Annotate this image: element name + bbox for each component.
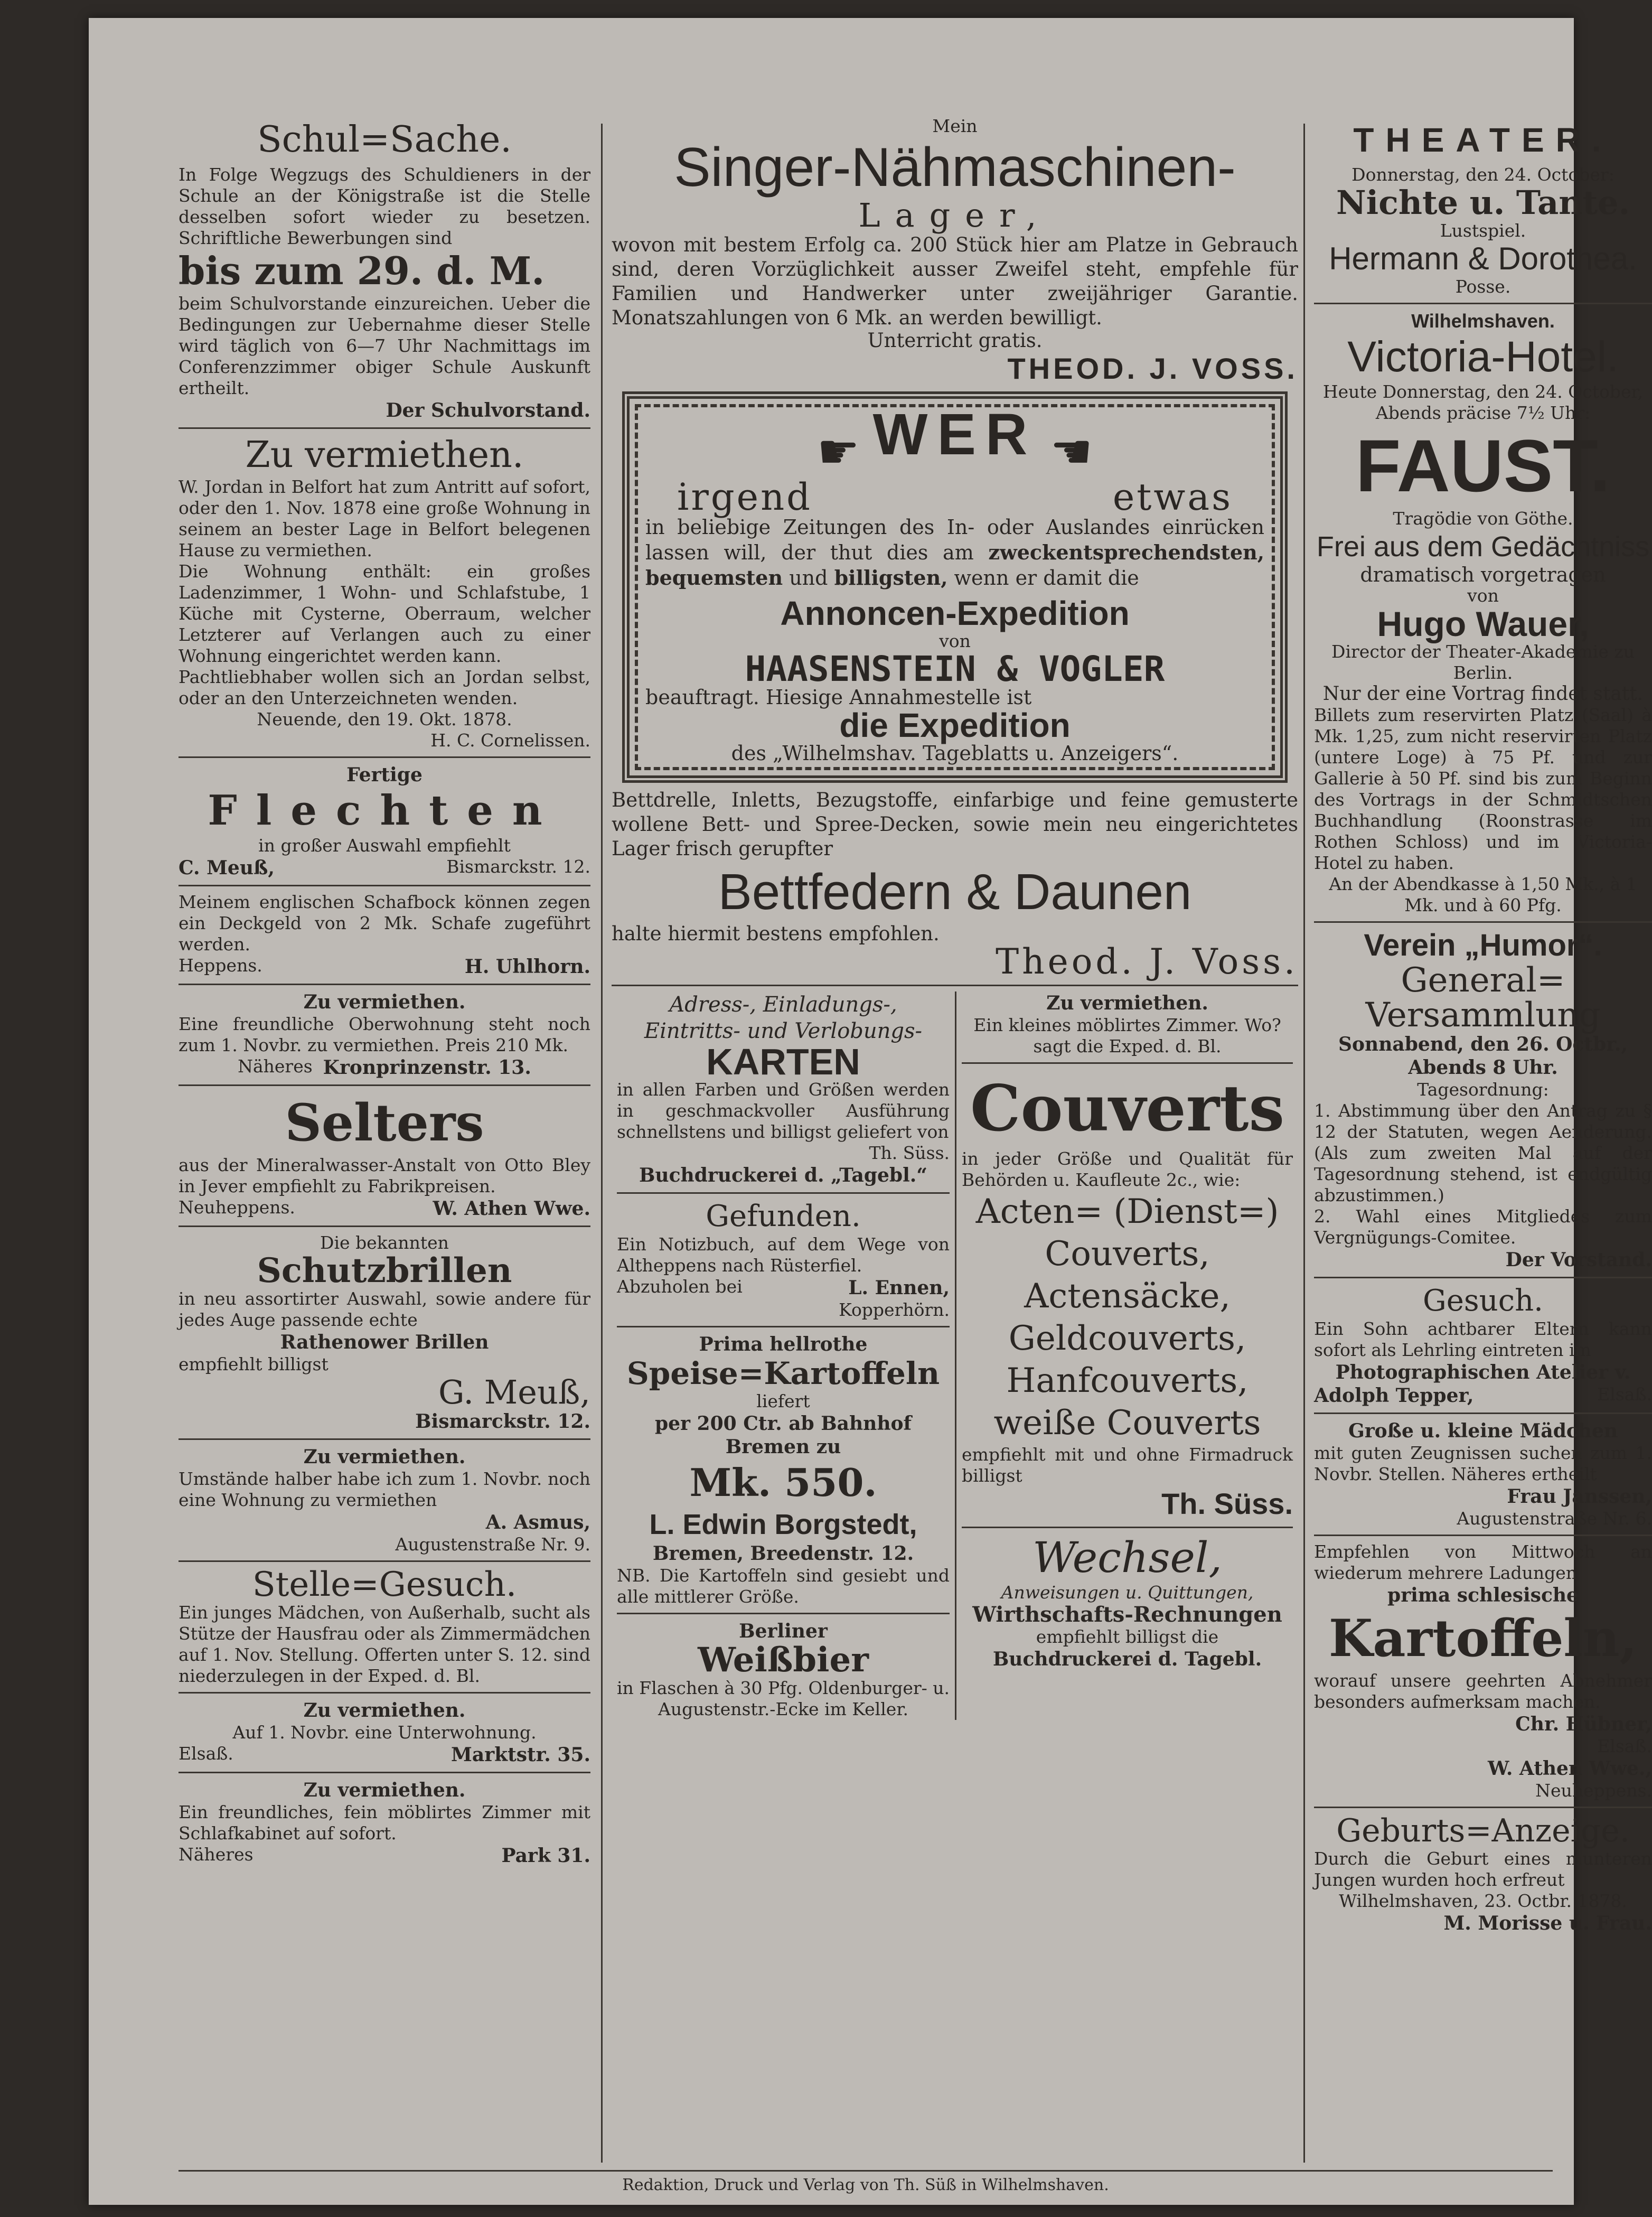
divider [179, 1084, 590, 1086]
ad-signature: Th. Süss. [1161, 1487, 1293, 1520]
ad-date: Wilhelmshaven, 23. Octbr. 1878. [1339, 1891, 1627, 1911]
ad-place: Neuheppens. [179, 1197, 295, 1218]
divider [179, 984, 590, 985]
ad-von: von [939, 631, 971, 651]
ad-singer [612, 116, 1298, 386]
ad-heading: Kartoffeln, [1328, 1608, 1638, 1668]
divider [179, 885, 590, 886]
ad-heading: Couverts [970, 1071, 1285, 1146]
ad-body: Empfehlen von Mittwoch an wiederum mehrere Ladungen [1314, 1541, 1652, 1583]
subcolumns [612, 991, 1298, 1720]
column-rule [601, 124, 603, 2163]
ad-body: in beliebige Zeitungen des In- oder Auslandes einrücken lassen will, der thut dies am zweckentsprechendsten, bequemsten und billigsten, wenn er damit die [645, 516, 1264, 590]
ad-body: in Flaschen à 30 Pfg. Oldenburger- u. Augustenstr.-Ecke im Keller. [617, 1678, 950, 1719]
ad-geburts-anzeige [1314, 1813, 1652, 1935]
divider [179, 1438, 590, 1440]
ad-emphasis: billigsten, [834, 566, 948, 590]
divider [1314, 1412, 1652, 1414]
ad-signature: Chr. Hübner, [1515, 1713, 1652, 1735]
ad-deadline: bis zum 29. d. M. [179, 248, 545, 293]
ad-place: Elsaß. [1597, 1384, 1652, 1405]
ad-date: Sonnabend, den 26. Octbr., [1338, 1033, 1628, 1055]
ad-schul-sache [179, 116, 590, 422]
ad-subheading: Rathenower Brillen [280, 1331, 489, 1353]
ad-flechten [179, 763, 590, 880]
ad-betten [612, 788, 1298, 982]
ad-signature-2: Buchdruckerei d. „Tagebl.“ [639, 1164, 927, 1186]
ad-list-item: weiße Couverts [993, 1404, 1261, 1443]
ad-heading: Flechten [208, 787, 561, 835]
ad-heading: FAUST. [1355, 424, 1611, 507]
ad-note: NB. Die Kartoffeln sind gesiebt und alle mittlerer Größe. [617, 1565, 950, 1607]
ad-signature: H. Uhlhorn. [464, 956, 590, 978]
ad-heading: WER [872, 402, 1037, 467]
ad-pretitle: Die bekannten [320, 1232, 449, 1253]
column-rule [1303, 124, 1305, 2163]
ad-body: Anweisungen u. Quittungen, [1001, 1582, 1254, 1603]
divider [179, 1772, 590, 1773]
divider [179, 756, 590, 758]
ad-signature: Frau Janssen, [1507, 1485, 1652, 1508]
ad-body: Billets zum reservirten Platz (Saal) à Mk. 1,25, zum nicht reservirten Platz (untere Loge) à 75 Pf. und zur Gallerie à 50 Pf. sind bis zum Beginn des Vortrags in der Schmidtschen Buchhandlung (Roonstrasse im Rothen Schloss) und im Victoria-Hotel zu haben. [1314, 705, 1652, 873]
ad-body: in allen Farben und Größen werden in geschmackvoller Ausführung schnellstens und billigst geliefert von [617, 1079, 950, 1142]
ad-pretitle: Prima hellrothe [699, 1333, 868, 1355]
ad-heading: Zu vermiethen. [303, 1446, 466, 1468]
ad-body: Umstände halber habe ich zum 1. Novbr. noch eine Wohnung zu vermiethen [179, 1468, 590, 1510]
divider [179, 1692, 590, 1694]
ad-subheading: prima schlesische [1387, 1584, 1579, 1606]
ad-place: Neuheppens. [1535, 1780, 1652, 1801]
divider [612, 985, 1298, 986]
ad-subheading: Annoncen-Expedition [780, 594, 1130, 632]
ad-signature: Theod. J. Voss. [996, 941, 1298, 982]
ad-signature: Adolph Tepper, [1314, 1385, 1474, 1407]
ad-karten [617, 991, 950, 1187]
ad-body: Die Wohnung enthält: ein großes Ladenzimmer, 1 Wohn- und Schlafstube, 1 Küche mit Cysterne, Oberraum, welcher Letzterer auf Verlangen auch zu einer Wohnung eingerichtet werden kann. [179, 561, 590, 666]
divider [179, 427, 590, 429]
ad-agenda-label: Tagesordnung: [1417, 1079, 1549, 1100]
ad-subheading: Wirthschafts-Rechnungen [972, 1602, 1282, 1627]
ad-signature: Park 31. [501, 1845, 590, 1867]
ad-stelle-gesuch [179, 1567, 590, 1687]
column-left [179, 116, 590, 2163]
ad-body: empfiehlt billigst die [1036, 1626, 1219, 1647]
ad-body: Unterricht gratis. [867, 329, 1043, 352]
ad-schafbock [179, 892, 590, 978]
ad-body: In Folge Wegzugs des Schuldieners in der Schule an der Königstraße ist die Stelle desselben sofort wieder zu besetzen. Schriftliche Bewerbungen sind [179, 164, 590, 248]
divider [1314, 921, 1652, 923]
ad-more-label: Näheres [238, 1056, 313, 1077]
ad-play-title: Nichte u. Tante. [1336, 183, 1630, 222]
ad-heading: Weißbier [698, 1640, 869, 1680]
ad-body: halte hiermit bestens empfohlen. [612, 922, 940, 945]
ad-zu-vermiethen-3 [179, 1445, 590, 1555]
ad-genre: Posse. [1455, 276, 1511, 297]
ad-signature: W. Athen Wwe., [1488, 1757, 1652, 1780]
ad-price: Mk. 550. [689, 1460, 877, 1505]
ad-faust [1314, 310, 1652, 916]
ad-heading: Stelle=Gesuch. [252, 1565, 517, 1604]
ad-body: empfiehlt billigst [179, 1354, 328, 1374]
ad-body: Ein junges Mädchen, von Außerhalb, sucht als Stütze der Hausfrau oder als Zimmermädchen auf 1. Nov. Stellung. Offerten unter S. 12. sind niederzulegen in der Exped. d. Bl. [179, 1602, 590, 1686]
ad-performer: Hugo Wauer, [1377, 604, 1589, 643]
ad-body: aus der Mineralwasser-Anstalt von Otto Bley in Jever empfiehlt zu Fabrikpreisen. [179, 1155, 590, 1196]
ad-zu-vermiethen-4 [179, 1699, 590, 1766]
ad-heading: Verein „Humor“. [1364, 928, 1602, 962]
ad-heading: Zu vermiethen. [303, 1699, 466, 1722]
ad-list-item: Acten= (Dienst=) [975, 1192, 1279, 1231]
ad-wechsel [962, 1533, 1293, 1671]
divider [1314, 1535, 1652, 1536]
divider [1314, 1277, 1652, 1278]
divider [1314, 1807, 1652, 1808]
ad-zu-vermiethen-5 [179, 1779, 590, 1867]
ad-wer-box [622, 391, 1288, 783]
ad-heading-2: General= [1401, 961, 1565, 1000]
ad-pretitle: Mein [932, 116, 978, 136]
ad-signature: H. C. Cornelissen. [430, 730, 590, 751]
ad-heading: Selters [285, 1093, 484, 1153]
ad-gesuch [1314, 1284, 1652, 1407]
ad-body: mit guten Zeugnissen suchen zum 1. Novbr. Stellen. Näheres ertheilt [1314, 1443, 1652, 1484]
subcolumn-left [612, 991, 955, 1720]
ad-maedchen [1314, 1419, 1652, 1529]
ad-body: Ein Sohn achtbarer Eltern kann sofort als Lehrling eintreten im [1314, 1318, 1652, 1360]
ad-list-item: Actensäcke, [1024, 1277, 1231, 1316]
ad-pretitle: Fertige [346, 764, 423, 786]
ad-signature: L. Edwin Borgstedt, [649, 1509, 917, 1540]
ad-heading: Zu vermiethen. [245, 434, 524, 476]
ad-zu-vermiethen-2 [179, 990, 590, 1079]
ad-body: W. Jordan in Belfort hat zum Antritt auf sofort, oder den 1. Nov. 1878 eine große Wohnung in seinem an bester Lage in Belfort belegenen Hause zu vermiethen. [179, 476, 590, 560]
ad-heading: Zu vermiethen. [1046, 992, 1208, 1014]
column-middle [612, 116, 1298, 2163]
ad-address: Bismarckstr. 12. [446, 856, 590, 877]
ad-gefunden [617, 1199, 950, 1321]
ad-signature: Marktstr. 35. [451, 1744, 590, 1766]
ad-body: des „Wilhelmshav. Tageblatts u. Anzeigers“. [731, 742, 1179, 765]
ad-signature: G. Meuß, [438, 1373, 590, 1411]
ad-heading: THEATER. [1353, 121, 1613, 159]
ad-schutzbrillen [179, 1232, 590, 1433]
ad-pretitle: Berliner [739, 1620, 828, 1642]
ad-zu-vermiethen-1 [179, 434, 590, 751]
ad-heading: Schul=Sache. [257, 119, 512, 161]
ad-more-label: Näheres [179, 1844, 254, 1865]
divider [617, 1326, 950, 1327]
ad-address: Kronprinzenstr. 13. [323, 1056, 531, 1079]
ad-heading-2: Lager, [858, 196, 1052, 235]
ad-label: Abzuholen bei [617, 1276, 743, 1297]
pointing-hand-left-icon: ☚ [1050, 424, 1093, 480]
ad-list-item: Geldcouverts, [1008, 1319, 1246, 1358]
ad-heading-3: Versammlung [1365, 996, 1601, 1035]
ad-heading: Singer-Nähmaschinen- [674, 137, 1236, 198]
ad-body: Ein kleines möblirtes Zimmer. Wo? sagt die Exped. d. Bl. [973, 1015, 1281, 1056]
divider [179, 1560, 590, 1562]
ad-von: von [1467, 585, 1499, 606]
newspaper-page [89, 18, 1652, 2205]
divider [962, 1527, 1293, 1528]
ad-list-item: Hanfcouverts, [1006, 1361, 1249, 1400]
ad-body: Eine freundliche Oberwohnung steht noch zum 1. Novbr. zu vermiethen. Preis 210 Mk. [179, 1014, 590, 1055]
ad-body: beim Schulvorstande einzureichen. Ueber die Bedingungen zur Uebernahme dieser Stelle wird täglich von 6—7 Uhr Nachmittags im Conferenzzimmer obiger Schule Auskunft ertheilt. [179, 293, 590, 398]
ad-body: Auf 1. Novbr. eine Unterwohnung. [232, 1722, 537, 1743]
ad-theater [1314, 116, 1652, 297]
ad-body: Pachtliebhaber wollen sich an Jordan selbst, oder an den Unterzeichneten wenden. [179, 667, 590, 708]
ad-place: Wilhelmshaven. [1411, 310, 1555, 332]
ad-date: Donnerstag, den 24. October: [1351, 164, 1615, 185]
ad-firm-name: HAASENSTEIN & VOGLER [745, 649, 1165, 689]
ad-time: Abends 8 Uhr. [1408, 1056, 1558, 1079]
ad-list-item: Couverts, [1045, 1234, 1210, 1274]
ad-selters [179, 1091, 590, 1220]
ad-address: Kopperhörn. [839, 1299, 950, 1320]
ad-place: Heppens. [179, 955, 262, 976]
ad-signature: Der Vorstand. [1505, 1249, 1652, 1271]
ad-body: in neu assortirter Auswahl, sowie andere für jedes Auge passende echte [179, 1288, 590, 1330]
ad-place: Elsaß. [179, 1743, 233, 1764]
ad-place: Elsaß. [1597, 1736, 1652, 1756]
ad-subtitle-2: Frei aus dem Gedächtniss [1316, 531, 1650, 563]
ad-heading: Schutzbrillen [257, 1251, 512, 1290]
ad-heading: Zu vermiethen. [303, 991, 466, 1013]
divider [179, 1226, 590, 1227]
ad-emphasis: zweckentsprechendsten, bequemsten [645, 540, 1264, 590]
ad-subtitle-3: dramatisch vorgetragen [1360, 563, 1606, 586]
ad-signature: Th. Süss. [869, 1143, 950, 1163]
ad-play-title: Hermann & Dorothea. [1329, 241, 1637, 276]
ad-performer-title: Director der Theater-Akademie zu Berlin. [1331, 641, 1635, 683]
ad-verein-humor [1314, 928, 1652, 1271]
ad-address: Augustenstraße Nr. 9. [395, 1534, 590, 1555]
ad-body: worauf unsere geehrten Abnehmer besonders aufmerksam machen. [1314, 1670, 1652, 1712]
ad-genre: Lustspiel. [1440, 220, 1526, 241]
column-right [1314, 116, 1652, 2163]
ad-heading: Wechsel, [1032, 1533, 1222, 1582]
ad-signature: W. Athen Wwe. [433, 1198, 590, 1220]
ad-signature: C. Meuß, [179, 857, 275, 879]
ad-kartoffeln [1314, 1541, 1652, 1801]
ad-body: beauftragt. Hiesige Annahmestelle ist [645, 686, 1032, 709]
ad-heading: Geburts=Anzeige. [1336, 1812, 1630, 1849]
imprint-footer: Redaktion, Druck und Verlag von Th. Süß in Wilhelmshaven. [179, 2170, 1553, 2194]
ad-signature: THEOD. J. VOSS. [1007, 352, 1298, 385]
ad-zu-vermiethen-6 [962, 991, 1293, 1057]
ad-body: Durch die Geburt eines munteren Jungen wurden hoch erfreut [1314, 1848, 1652, 1890]
ad-signature: Buchdruckerei d. Tagebl. [992, 1648, 1262, 1670]
ad-line: irgend [677, 475, 812, 519]
ad-agenda-item: 1. Abstimmung über den Antrag zu § 12 der Statuten, wegen Aenderung. (Als zum zweiten Mal auf der Tagesordnung stehend, ist endgültig abzustimmen.) [1314, 1100, 1652, 1205]
subcolumn-right [955, 991, 1298, 1720]
divider [962, 1062, 1293, 1064]
ad-line: Adress-, Einladungs-, [669, 993, 897, 1017]
ad-address: Bismarckstr. 12. [415, 1410, 590, 1433]
ad-line: etwas [1112, 475, 1233, 519]
ad-subtitle: Tragödie von Göthe. [1393, 508, 1573, 529]
pointing-hand-right-icon: ☛ [816, 424, 860, 480]
ad-signature: M. Morisse u. Frau. [1443, 1912, 1652, 1934]
ad-date: Neuende, den 19. Okt. 1878. [257, 709, 512, 729]
ad-weissbier [617, 1620, 950, 1720]
ad-heading: Gesuch. [1423, 1284, 1543, 1318]
ad-signature: Der Schulvorstand. [386, 399, 590, 422]
ad-body: in großer Auswahl empfiehlt [258, 835, 511, 856]
ad-heading: Gefunden. [706, 1199, 861, 1233]
ad-hotel: Victoria-Hotel. [1347, 333, 1619, 381]
ad-body: Ein Notizbuch, auf dem Wege von Altheppens nach Rüsterfiel. [617, 1234, 950, 1276]
divider [617, 1192, 950, 1194]
divider [1314, 303, 1652, 304]
ad-heading: Bettfedern & Daunen [718, 864, 1192, 920]
divider [617, 1613, 950, 1614]
ad-body: per 200 Ctr. ab Bahnhof Bremen zu [654, 1412, 912, 1458]
ad-body: Meinem englischen Schafbock können zegen ein Deckgeld von 2 Mk. Schafe zugeführt werden. [179, 892, 590, 955]
ad-body: Ein freundliches, fein möblirtes Zimmer mit Schlafkabinet auf sofort. [179, 1802, 590, 1844]
ad-heading: Zu vermiethen. [303, 1779, 466, 1801]
ad-address: Bremen, Breedenstr. 12. [652, 1542, 914, 1565]
ad-signature: A. Asmus, [485, 1511, 590, 1533]
ad-body: liefert [756, 1391, 810, 1411]
ad-time: Abends präcise 7½ Uhr: [1375, 403, 1591, 423]
ad-note: Nur der eine Vortrag findet statt. [1322, 683, 1644, 705]
ad-body: wovon mit bestem Erfolg ca. 200 Stück hier am Platze in Gebrauch sind, deren Vorzüglichkeit ausser Zweifel steht, empfehle für Familien und Handwerker unter zweijähriger Garantie. Monatszahlungen von 6 Mk. an werden bewilligt. [612, 233, 1298, 329]
ad-body: in jeder Größe und Qualität für Behörden u. Kaufleute 2c., wie: [962, 1148, 1293, 1190]
ad-speise-kartoffeln [617, 1333, 950, 1607]
ad-couverts [962, 1069, 1293, 1521]
ad-subheading: Photographischen Atelier v. [1335, 1361, 1631, 1383]
ad-line: Eintritts- und Verlobungs- [644, 1019, 923, 1043]
ad-agenda-item: 2. Wahl eines Mitgliedes zum Vergnügungs-Comitee. [1314, 1206, 1652, 1248]
ad-body: empfiehlt mit und ohne Firmadruck billigst [962, 1444, 1293, 1486]
ad-signature: L. Ennen, [848, 1277, 950, 1299]
ad-address: Augustenstraße Nr. 6. [1457, 1508, 1652, 1529]
ad-heading: Große u. kleine Mädchen [1348, 1420, 1618, 1442]
ad-heading: Speise=Kartoffeln [626, 1355, 940, 1391]
ad-date: Heute Donnerstag, den 24. October, [1322, 381, 1644, 402]
ad-heading: KARTEN [706, 1041, 860, 1082]
ad-body: Bettdrelle, Inletts, Bezugstoffe, einfarbige und feine gemusterte wollene Bett- und Spree-Decken, sowie mein neu eingerichtetes Lager frisch gerupfter [612, 789, 1298, 860]
ad-body: An der Abendkasse à 1,50 Mk., à 1 Mk. und à 60 Pfg. [1329, 874, 1637, 915]
ad-subheading: die Expedition [839, 706, 1071, 744]
